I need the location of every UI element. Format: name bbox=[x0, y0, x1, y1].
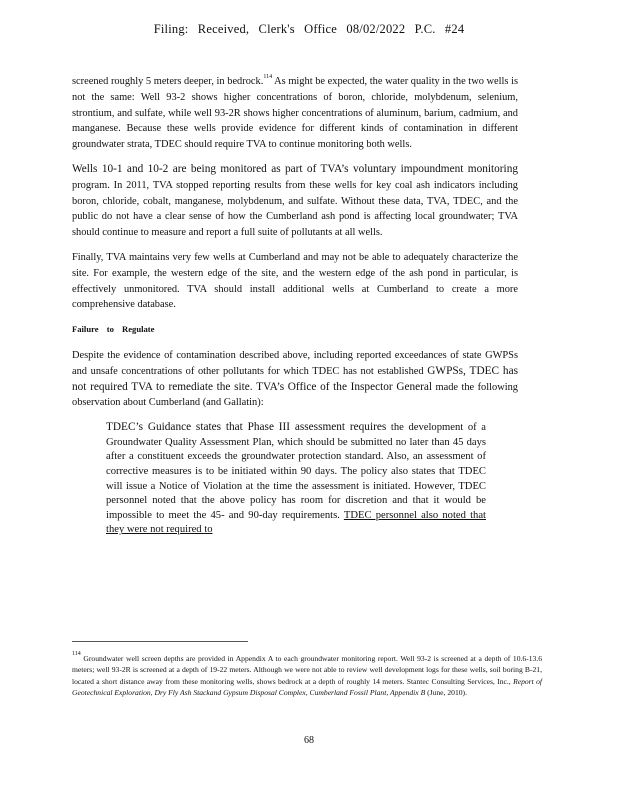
paragraph-text: Despite the evidence of contamination described above, including reported exceedances of state GWPSs and unsafe concentrations of other pollutants for which TDEC has not established bbox=[72, 349, 518, 377]
paragraph-text: As might be expected, the water quality in the two wells is not the same: Well 93-2 shows higher concentrations of boron, chloride, molybdenum, selenium, strontium, and sulfate, while well 93-2R shows higher concentrations of aluminum, barium, cadmium, and manganese. Because these wells provide evidence for different kinds of contamination in different groundwater strata, TDEC should require TVA to continue monitoring both wells. bbox=[72, 76, 519, 151]
paragraph-few-wells: Finally, TVA maintains very few wells at Cumberland and may not be able to adequately characterize the site. For example, the western edge of the site, and the western edge of the ash pond in particular, is effectively unmonitored. TVA should install additional wells at Cumberland to create a more comprehensive database. bbox=[72, 251, 518, 311]
footnote-text: Groundwater well screen depths are provided in Appendix A to each groundwater monitoring report. Well 93-2 is screened at a depth of 10.6-13.6 meters; well 93-2R is screened at a depth of 19-22 meters. Although we were not able to review well development logs for these wells, soil boring B-21, located a short distance away from these monitoring wells, shows bedrock at a depth of roughly 14 meters. Stantec Consulting Services, Inc., bbox=[72, 654, 542, 686]
section-heading: Failure to Regulate bbox=[72, 324, 155, 335]
quote-text: the development of a Groundwater Quality Assessment Plan, which should be submitted no later than 45 days after a constituent exceeds the groundwater protection standard. Also, an assessment of corrective measures is to be initiated within 90 days. The policy also states that TDEC will issue a Notice of Violation at the time the assessment is initiated. However, TDEC personnel noted that the above policy has room for discretion and that it would be impossible to meet the 45- and 90-day requirements. bbox=[106, 422, 486, 521]
footnote bbox=[72, 649, 542, 699]
footnote-end: (June, 2010). bbox=[425, 688, 467, 698]
page-number: 68 bbox=[304, 735, 314, 746]
footnote-number: 114 bbox=[72, 651, 81, 657]
paragraph-text: made the following observation about Cumberland (and Gallatin): bbox=[72, 381, 518, 409]
paragraph-text: program. In 2011, TVA stopped reporting results from these wells for key coal ash indicators including boron, chloride, cobalt, manganese, molybdenum, and sulfate. Without these data, TVA, TDEC, and the public do not have a clear sense of how the Cumberland ash pond is affecting local groundwater; TVA should continue to measure and report a full suite of pollutants at all wells. bbox=[72, 179, 518, 239]
paragraph-well-depths bbox=[72, 70, 518, 153]
footnote-divider bbox=[72, 641, 248, 642]
paragraph-despite bbox=[72, 348, 518, 411]
paragraph-text-large: GWPSs, TDEC has not required TVA to remediate the site. TVA’s Office of the Inspector General bbox=[72, 364, 518, 393]
paragraph-lead: Wells 10-1 and 10-2 are being monitored as part of TVA’s voluntary impoundment monitoring bbox=[72, 162, 518, 175]
footnote-citation: Report of Geotechnical Exploration, Dry Fly Ash Stackand Gypsum Disposal Complex, Cumberland Fossil Plant, Appendix B bbox=[72, 676, 542, 698]
document-body bbox=[72, 70, 518, 538]
paragraph-text: screened roughly 5 meters deeper, in bedrock. bbox=[72, 76, 264, 87]
filing-header: Filing: Received, Clerk's Office 08/02/2022 P.C. #24 bbox=[153, 22, 465, 36]
block-quote bbox=[106, 420, 486, 538]
footnote-reference: 114 bbox=[263, 74, 273, 80]
quote-underlined: TDEC personnel also noted that they were not required to bbox=[106, 509, 486, 536]
paragraph-wells-10 bbox=[72, 162, 518, 241]
quote-lead: TDEC’s Guidance states that Phase III assessment requires bbox=[106, 421, 387, 434]
